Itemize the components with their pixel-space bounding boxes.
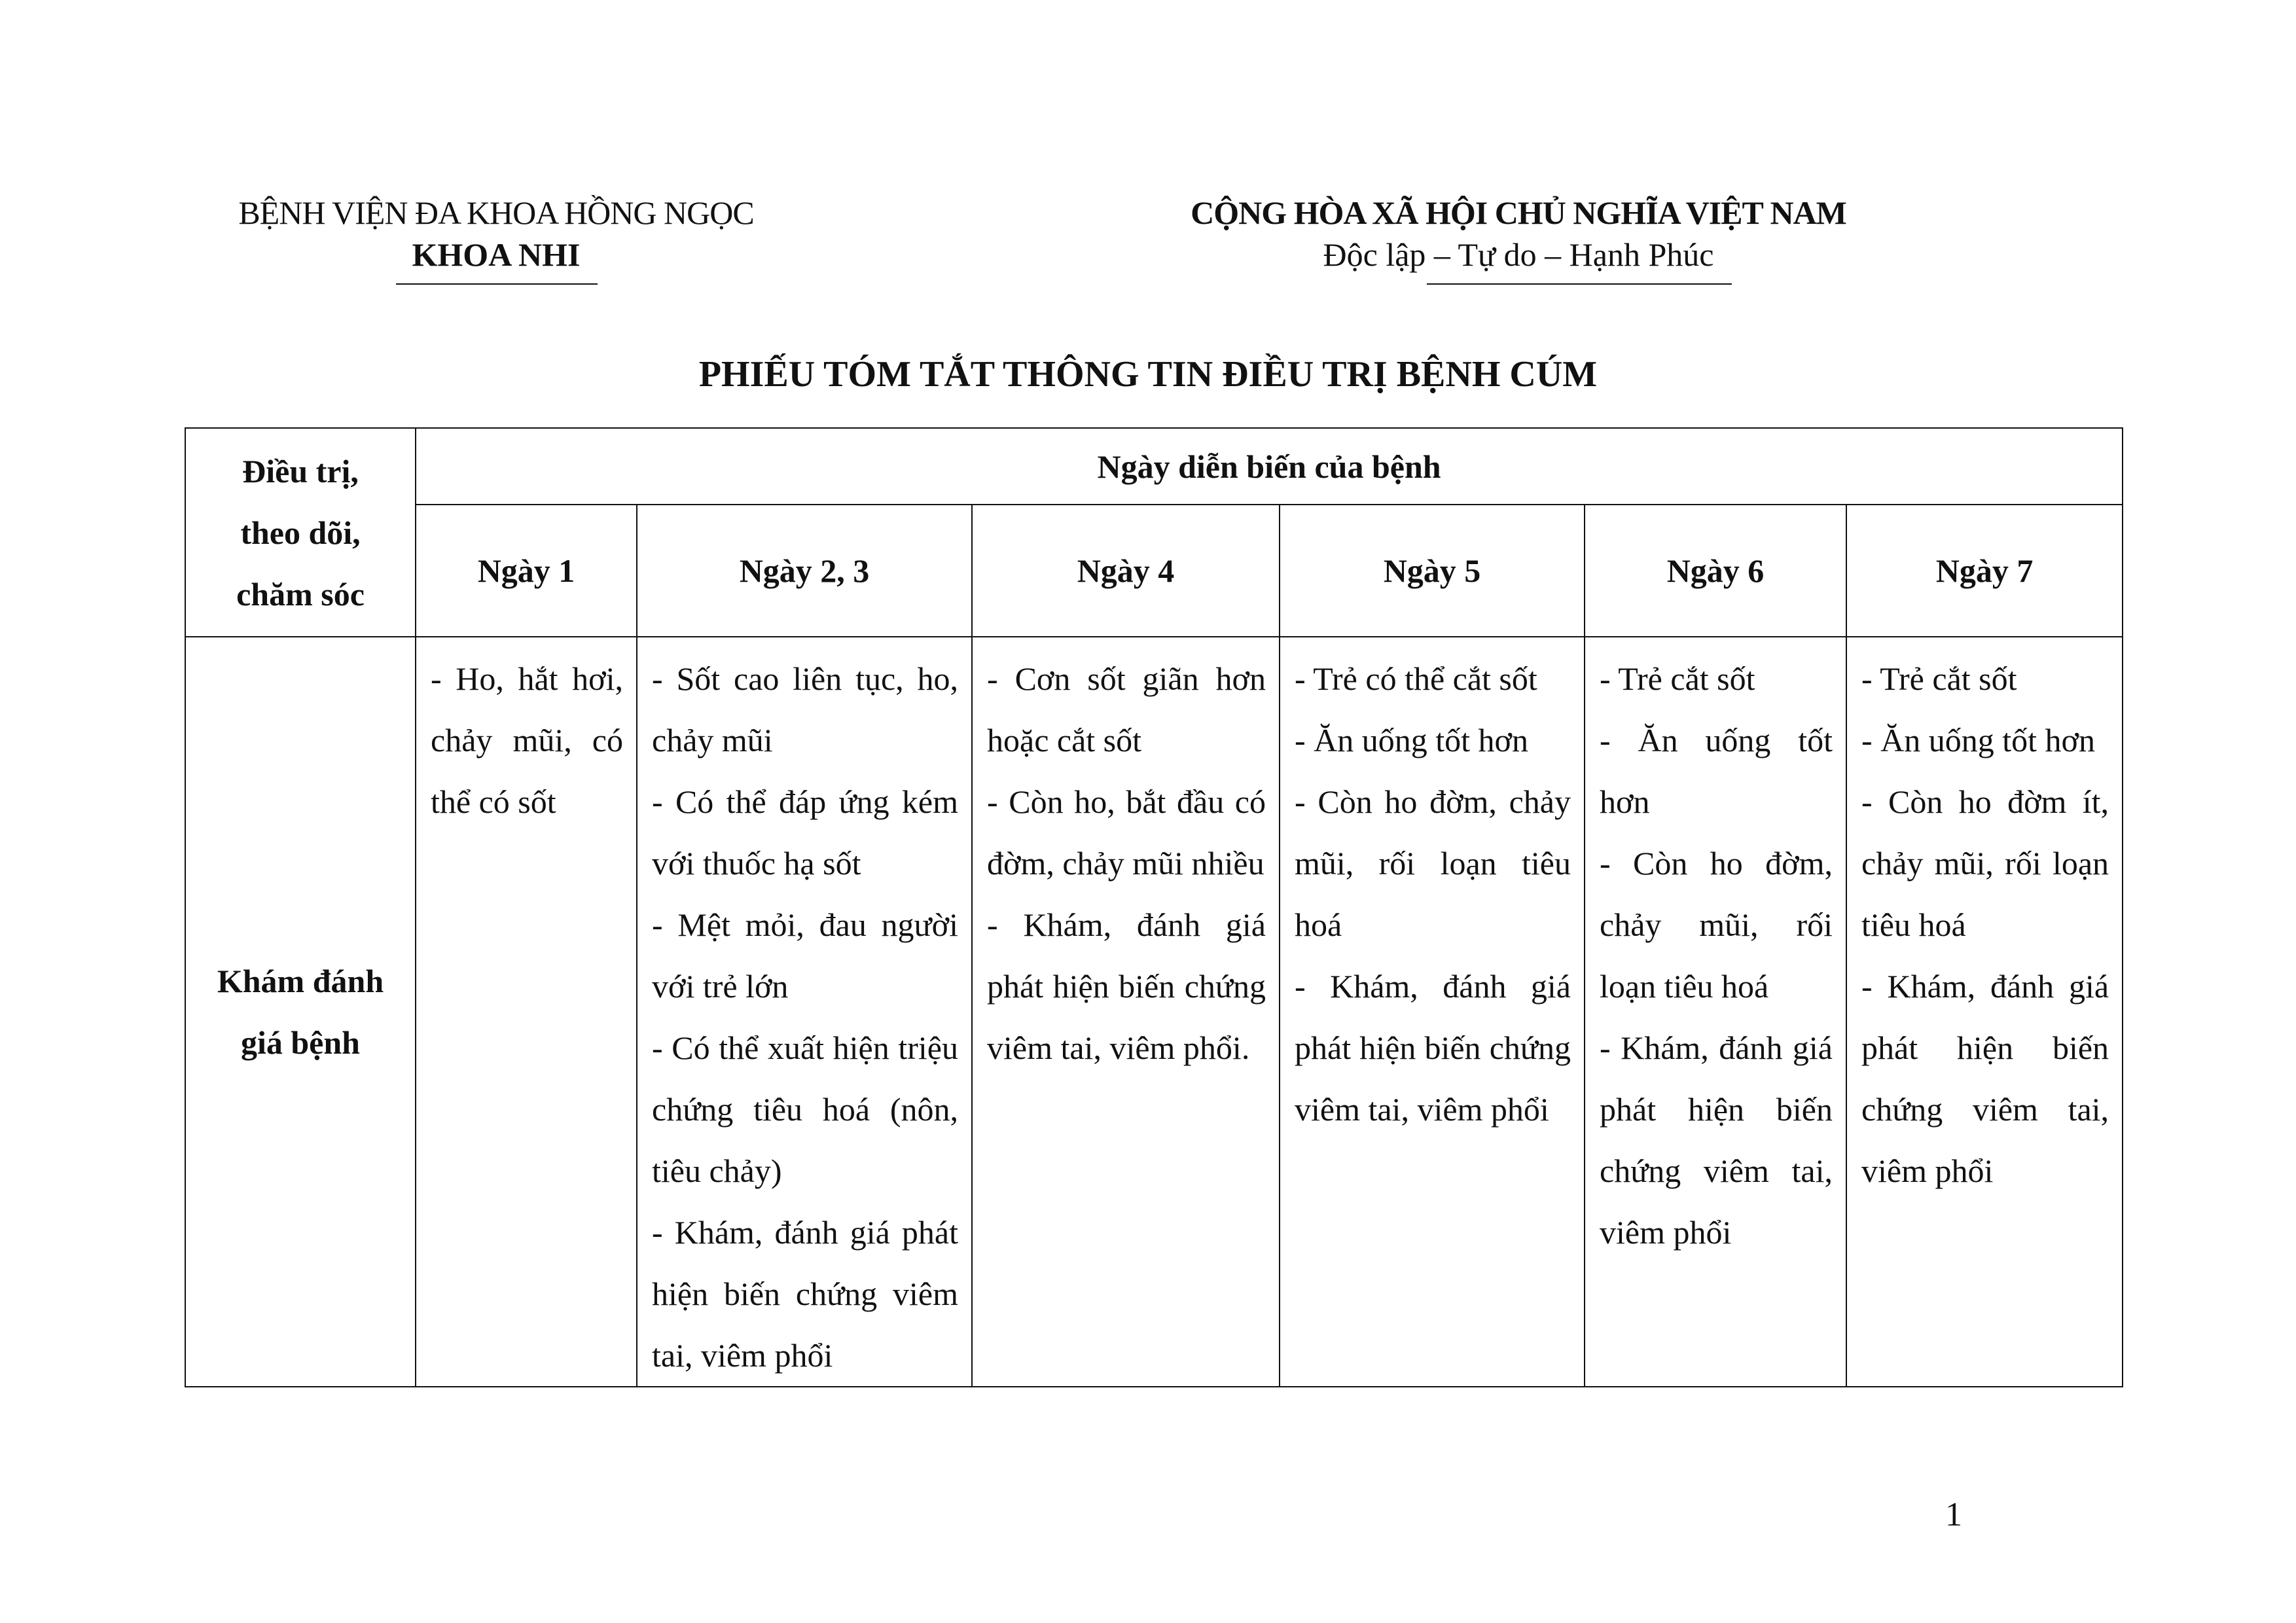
corner-header-line: Điều trị, xyxy=(242,452,359,490)
group-header-label: Ngày diễn biến của bệnh xyxy=(1097,448,1441,485)
cell-item: - Có thể đáp ứng kém với thuốc hạ sốt xyxy=(652,783,958,882)
hospital-name: BỆNH VIỆN ĐA KHOA HỒNG NGỌC xyxy=(238,194,754,231)
day-header-7: Ngày 7 xyxy=(1846,505,2123,637)
header-left xyxy=(164,192,829,276)
cell-item: - Ăn uống tốt hơn xyxy=(1295,722,1528,758)
cell-item: - Còn ho, bắt đầu có đờm, chảy mũi nhiều xyxy=(987,783,1266,882)
day-header-5: Ngày 5 xyxy=(1280,505,1585,637)
table-cell-day-7 xyxy=(1846,637,2123,1387)
group-header-cell xyxy=(416,428,2123,505)
cell-item: - Khám, đánh giá phát hiện biến chứng viêm tai, viêm phổi xyxy=(1600,1029,1833,1251)
document-title: PHIẾU TÓM TẮT THÔNG TIN ĐIỀU TRỊ BỆNH CÚM xyxy=(698,354,1598,395)
row-label-line: Khám đánh xyxy=(217,963,384,999)
cell-item: - Còn ho đờm, chảy mũi, rối loạn tiêu hoá xyxy=(1600,845,1833,1005)
day-header-4: Ngày 4 xyxy=(972,505,1280,637)
cell-item: - Còn ho đờm, chảy mũi, rối loạn tiêu hoá xyxy=(1295,783,1571,943)
cell-item: - Trẻ có thể cắt sốt xyxy=(1295,660,1537,697)
corner-header-cell xyxy=(185,428,416,637)
table-cell-day-6 xyxy=(1585,637,1846,1387)
cell-item: - Trẻ cắt sốt xyxy=(1861,660,2017,697)
table-cell-day-2-3 xyxy=(637,637,972,1387)
cell-item: - Ho, hắt hơi, chảy mũi, có thể có sốt xyxy=(431,660,623,820)
cell-item: - Khám, đánh giá phát hiện biến chứng viêm tai, viêm phổi xyxy=(1861,968,2109,1189)
department-name: KHOA NHI xyxy=(412,236,581,273)
day-header-2-3: Ngày 2, 3 xyxy=(637,505,972,637)
cell-item: - Khám, đánh giá phát hiện biến chứng viêm tai, viêm phổi xyxy=(652,1214,958,1374)
cell-item: - Ăn uống tốt hơn xyxy=(1861,722,2095,758)
page-number: 1 xyxy=(1945,1496,1962,1533)
cell-item: - Khám, đánh giá phát hiện biến chứng viêm tai, viêm phổi xyxy=(1295,968,1571,1128)
motto-underline xyxy=(1427,283,1732,285)
country-name: CỘNG HÒA XÃ HỘI CHỦ NGHĨA VIỆT NAM xyxy=(1191,194,1846,231)
table-cell-day-1 xyxy=(416,637,637,1387)
row-label-line: giá bệnh xyxy=(240,1024,360,1061)
cell-item: - Ăn uống tốt hơn xyxy=(1600,722,1833,820)
treatment-table xyxy=(185,427,2123,1387)
cell-item: - Cơn sốt giãn hơn hoặc cắt sốt xyxy=(987,660,1266,758)
cell-item: - Sốt cao liên tục, ho, chảy mũi xyxy=(652,660,958,758)
cell-item: - Mệt mỏi, đau người với trẻ lớn xyxy=(652,906,958,1005)
department-underline xyxy=(396,283,598,285)
day-header-1: Ngày 1 xyxy=(416,505,637,637)
cell-item: - Khám, đánh giá phát hiện biến chứng viêm tai, viêm phổi. xyxy=(987,906,1266,1066)
cell-item: - Có thể xuất hiện triệu chứng tiêu hoá (nôn, tiêu chảy) xyxy=(652,1029,958,1189)
corner-header-line: theo dõi, xyxy=(240,514,361,551)
corner-header-line: chăm sóc xyxy=(236,575,365,613)
cell-item: - Còn ho đờm ít, chảy mũi, rối loạn tiêu hoá xyxy=(1861,783,2109,943)
row-label-cell xyxy=(185,637,416,1387)
cell-item: - Trẻ cắt sốt xyxy=(1600,660,1755,697)
national-motto: Độc lập – Tự do – Hạnh Phúc xyxy=(1323,236,1714,273)
table-cell-day-4 xyxy=(972,637,1280,1387)
day-header-6: Ngày 6 xyxy=(1585,505,1846,637)
header-right xyxy=(1178,192,1859,276)
table-cell-day-5 xyxy=(1280,637,1585,1387)
